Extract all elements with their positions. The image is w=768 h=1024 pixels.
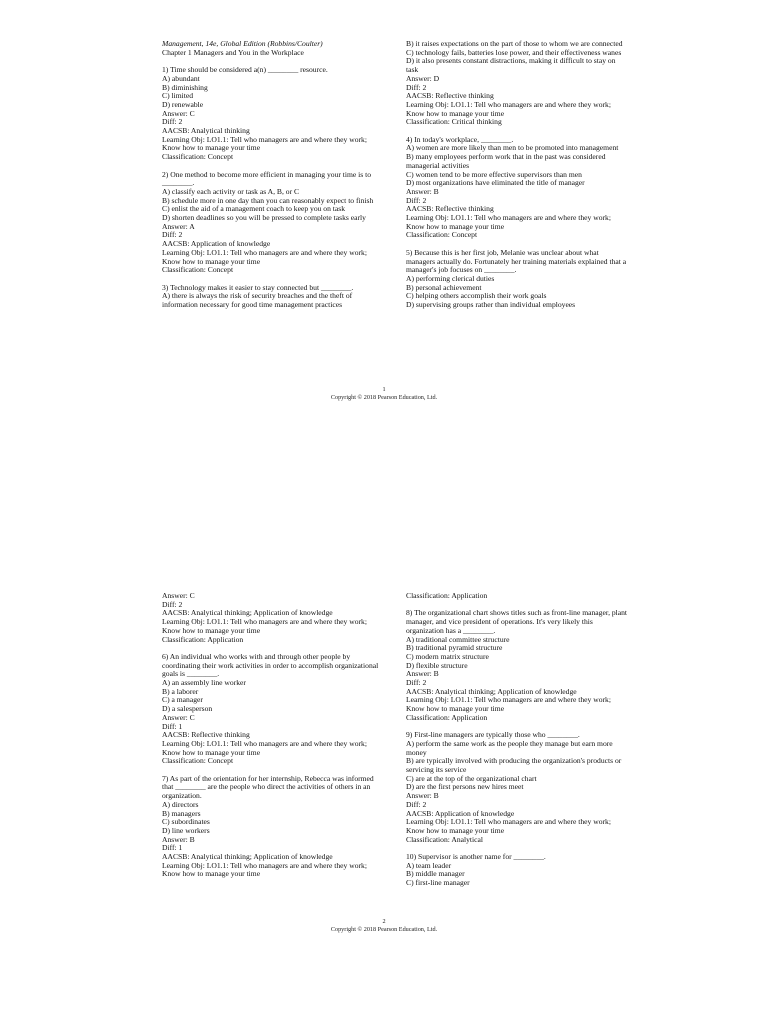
text-line: 3) Technology makes it easier to stay connected but ________. [162, 282, 354, 292]
text-line: D) shorten deadlines so you will be pressed to complete tasks early [162, 213, 366, 223]
text-line: Answer: C [162, 591, 195, 600]
text-line: AACSB: Analytical thinking [162, 126, 250, 136]
text-line: 7) As part of the orientation for her internship, Rebecca was informed that ________ are the people who direct the activities of others in an organization. [162, 773, 374, 801]
text-line: Learning Obj: LO1.1: Tell who managers are and where they work; Know how to manage your time [162, 247, 367, 266]
text-line: Diff: 2 [162, 230, 183, 240]
text-line: B) schedule more in one day than you can reasonably expect to finish [162, 195, 374, 205]
text-line: C) limited [162, 91, 194, 101]
text-line: Diff: 2 [406, 82, 427, 92]
page-2-footer [0, 918, 768, 934]
text-line: B) many employees perform work that in the past was considered managerial activities [406, 152, 606, 170]
text-line: C) first-line manager [406, 878, 470, 888]
text-line: Diff: 2 [406, 799, 427, 809]
text-line: A) an assembly line worker [162, 678, 246, 688]
text-line: D) most organizations have eliminated the title of manager [406, 178, 585, 188]
document-page-2 [0, 580, 768, 952]
page-number: 2 [382, 918, 386, 925]
copyright-text: Copyright © 2018 Pearson Education, Ltd. [330, 394, 438, 401]
text-line: C) subordinates [162, 817, 210, 827]
text-line: D) it also presents constant distractions, making it difficult to stay on task [406, 56, 616, 75]
text-line: Diff: 1 [162, 843, 183, 853]
text-line: B) it raises expectations on the part of those to whom we are connected [406, 39, 623, 48]
text-line: Learning Obj: LO1.1: Tell who managers are and where they work; Know how to manage your time [162, 738, 367, 757]
page-2-left-column [162, 592, 384, 879]
text-line: Classification: Concept [162, 152, 234, 162]
text-line: 9) First-line managers are typically those who ________. [406, 730, 580, 740]
text-line: B) are typically involved with producing the organization's products or servicing its service [406, 756, 622, 775]
page-1-footer [0, 386, 768, 402]
text-line: Answer: C [162, 712, 195, 722]
text-line: AACSB: Reflective thinking [406, 204, 494, 214]
text-line: Answer: B [406, 186, 439, 196]
text-line: B) personal achievement [406, 282, 482, 292]
text-line: Learning Obj: LO1.1: Tell who managers are and where they work; Know how to manage your time [406, 695, 611, 714]
text-line: Classification: Concept [162, 265, 234, 275]
text-line: A) abundant [162, 73, 200, 83]
text-line: Learning Obj: LO1.1: Tell who managers are and where they work; Know how to manage your time [406, 213, 611, 231]
text-line: Management, 14e, Global Edition (Robbins/Coulter) [162, 39, 323, 48]
text-line: AACSB: Application of knowledge [162, 239, 271, 249]
text-line: Diff: 2 [162, 599, 183, 609]
text-line: A) performing clerical duties [406, 273, 495, 283]
text-line: D) a salesperson [162, 704, 213, 714]
text-line: C) helping others accomplish their work goals [406, 291, 547, 301]
page-2-right-column [406, 592, 628, 888]
text-line: Diff: 1 [162, 721, 183, 731]
page-1-right-column [406, 40, 628, 310]
text-line: Answer: A [162, 221, 195, 231]
text-line: C) a manager [162, 695, 203, 705]
text-line: AACSB: Analytical thinking; Application of knowledge [162, 852, 333, 862]
text-line: Classification: Concept [406, 230, 478, 240]
text-line: Diff: 2 [406, 195, 427, 205]
text-line: 1) Time should be considered a(n) ________ resource. [162, 65, 328, 75]
text-line: D) flexible structure [406, 660, 468, 670]
text-line: Classification: Concept [162, 756, 234, 766]
text-line: B) middle manager [406, 869, 465, 879]
text-line: AACSB: Reflective thinking [162, 730, 250, 740]
text-line: C) enlist the aid of a management coach to keep you on task [162, 204, 346, 214]
text-line: 4) In today's workplace, ________. [406, 134, 514, 144]
text-line: Diff: 2 [162, 117, 183, 127]
text-line: Classification: Critical thinking [406, 117, 502, 127]
text-line: Answer: D [406, 73, 440, 83]
text-line: Answer: B [162, 834, 195, 844]
text-line: D) are the first persons new hires meet [406, 782, 524, 792]
text-line: 8) The organizational chart shows titles such as front-line manager, plant manager, and vice president of operations. It's very likely this organization has a ________. [406, 608, 628, 635]
text-line: 5) Because this is her first job, Melanie was unclear about what managers actually do. Fortunately her training materials explained that a manager's job focuses on ________. [406, 247, 627, 275]
text-line: B) a laborer [162, 686, 199, 696]
text-line: Classification: Analytical [406, 834, 483, 844]
text-line: Answer: B [406, 791, 439, 801]
text-line: C) women tend to be more effective supervisors than men [406, 169, 582, 179]
document-page-1 [0, 40, 768, 412]
text-line: C) are at the top of the organizational chart [406, 773, 537, 783]
copyright-text: Copyright © 2018 Pearson Education, Ltd. [330, 926, 438, 933]
text-line: Answer: C [162, 108, 195, 118]
text-line: B) traditional pyramid structure [406, 643, 503, 653]
text-line: C) modern matrix structure [406, 651, 489, 661]
text-line: 2) One method to become more efficient in managing your time is to ________. [162, 169, 372, 188]
text-line: 6) An individual who works with and through other people by coordinating their work activities in order to accomplish organizational goals is ________. [162, 651, 379, 679]
text-line: Answer: B [406, 669, 439, 679]
text-line: Classification: Application [162, 634, 244, 644]
text-line: Classification: Application [406, 712, 488, 722]
text-line: D) supervising groups rather than individual employees [406, 300, 576, 310]
text-line: Classification: Application [406, 591, 488, 600]
text-line: Learning Obj: LO1.1: Tell who managers are and where they work; Know how to manage your time [162, 617, 367, 635]
text-line: B) managers [162, 808, 201, 818]
text-line: A) classify each activity or task as A, B, or C [162, 186, 300, 196]
page-1-left-column [162, 40, 384, 310]
text-line: Learning Obj: LO1.1: Tell who managers are and where they work; Know how to manage your time [406, 817, 611, 835]
text-line: Learning Obj: LO1.1: Tell who managers are and where they work; Know how to manage your time [162, 860, 367, 879]
text-line: Chapter 1 Managers and You in the Workplace [162, 47, 304, 57]
text-line: A) women are more likely than men to be promoted into management [406, 143, 619, 153]
text-line: C) technology fails, batteries lose power, and their effectiveness wanes [406, 47, 622, 57]
text-line: AACSB: Application of knowledge [406, 808, 515, 818]
text-line: 10) Supervisor is another name for ________. [406, 852, 546, 862]
page-number: 1 [382, 386, 386, 393]
text-line: B) diminishing [162, 82, 208, 92]
text-line: AACSB: Analytical thinking; Application of knowledge [162, 608, 333, 618]
text-line: A) traditional committee structure [406, 634, 510, 644]
text-line: D) line workers [162, 825, 210, 835]
text-line: Diff: 2 [406, 678, 427, 688]
text-line: D) renewable [162, 99, 204, 109]
text-line: A) there is always the risk of security breaches and the theft of information necessary for good time management practices [162, 291, 353, 310]
text-line: A) perform the same work as the people they manage but earn more money [406, 738, 613, 757]
text-line: A) directors [162, 799, 199, 809]
text-line: AACSB: Reflective thinking [406, 91, 494, 101]
text-line: Learning Obj: LO1.1: Tell who managers are and where they work; Know how to manage your time [406, 99, 611, 118]
text-line: AACSB: Analytical thinking; Application of knowledge [406, 686, 577, 696]
text-line: Learning Obj: LO1.1: Tell who managers are and where they work; Know how to manage your time [162, 134, 367, 153]
text-line: A) team leader [406, 860, 452, 870]
